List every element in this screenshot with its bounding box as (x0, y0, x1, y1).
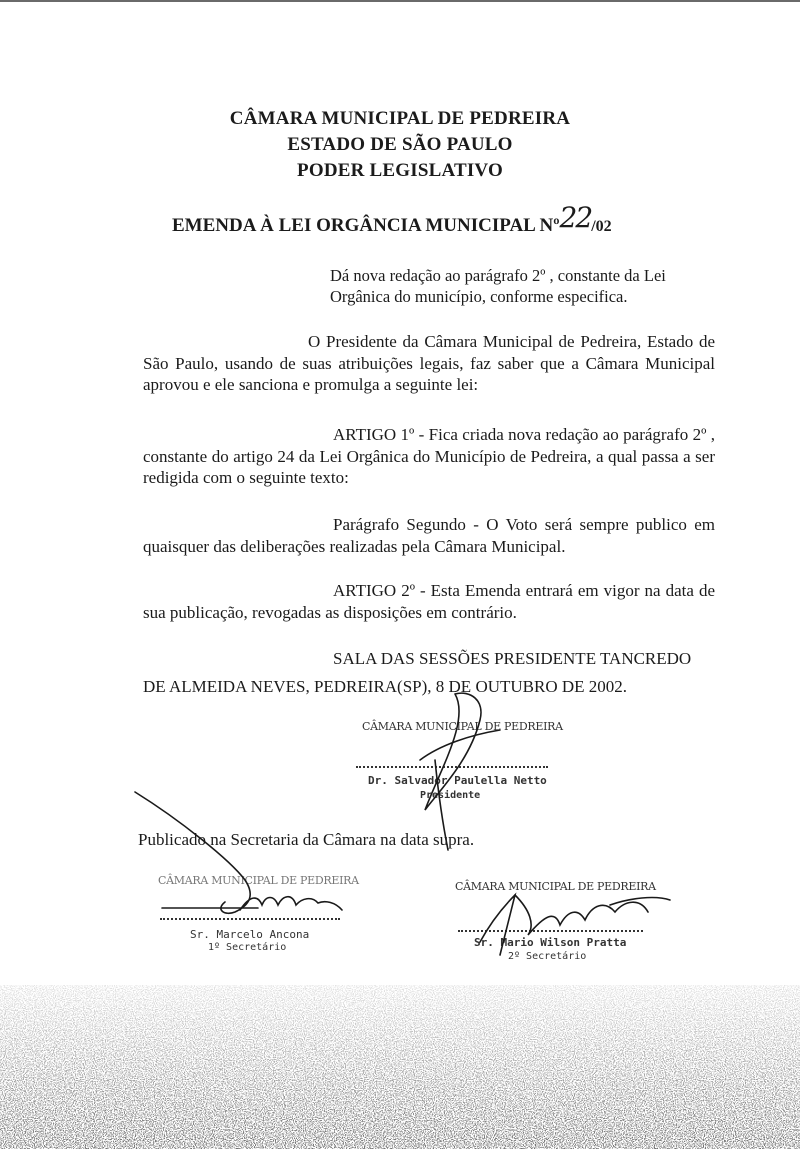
sala-line-1: SALA DAS SESSÕES PRESIDENTE TANCREDO (333, 649, 692, 668)
second-secretary-signature-word (515, 895, 648, 935)
second-secretary-flourish (610, 898, 670, 905)
president-stamp: CÂMARA MUNICIPAL DE PEDREIRA (362, 720, 563, 733)
president-role: Presidente (420, 790, 481, 801)
second-secretary-name: Sr. Mario Wilson Pratta (474, 936, 627, 949)
president-name: Dr. Salvador Paulella Netto (368, 774, 547, 787)
header-chamber: CÂMARA MUNICIPAL DE PEDREIRA (229, 108, 571, 129)
law-year: /02 (591, 218, 612, 235)
law-number-handwritten: 22 (559, 201, 592, 234)
scan-noise-texture (0, 985, 800, 1149)
paragrafo-segundo-text: Parágrafo Segundo - O Voto será sempre publico em quaisquer das deliberações realizadas pela Câmara Municipal. (143, 515, 715, 556)
artigo-1-paragraph (143, 424, 715, 489)
first-secretary-signature-loop (135, 792, 250, 913)
ementa (330, 265, 690, 307)
ementa-line-1: Dá nova redação ao parágrafo 2º , constante da Lei (330, 266, 666, 285)
first-secretary-signature-word (240, 897, 342, 910)
publication-note: Publicado na Secretaria da Câmara na data supra. (138, 830, 475, 849)
header-power: PODER LEGISLATIVO (297, 160, 503, 181)
first-secretary-role: 1º Secretário (208, 942, 287, 953)
header-state: ESTADO DE SÃO PAULO (287, 134, 513, 155)
artigo-1-text: ARTIGO 1º - Fica criada nova redação ao parágrafo 2º , constante do artigo 24 da Lei Orgânica do Município de Pedreira, a qual passa a ser redigida com o seguinte texto: (143, 425, 715, 487)
first-secretary-stamp: CÂMARA MUNICIPAL DE PEDREIRA (158, 874, 359, 887)
second-secretary-signature-line (458, 930, 643, 932)
first-secretary-name: Sr. Marcelo Ancona (190, 928, 310, 941)
preamble-paragraph (143, 331, 715, 396)
ementa-line-2: Orgânica do município, conforme especifica. (330, 287, 628, 306)
paragrafo-segundo (143, 514, 715, 557)
president-signature-flourish (420, 730, 500, 760)
preamble-text: O Presidente da Câmara Municipal de Pedreira, Estado de São Paulo, usando de suas atribuições legais, faz saber que a Câmara Municipal aprovou e ele sanciona e promulga a seguinte lei: (143, 332, 715, 394)
second-secretary-role: 2º Secretário (508, 951, 587, 962)
artigo-2-paragraph (143, 580, 715, 623)
president-signature-line (356, 766, 548, 768)
law-title (172, 201, 612, 238)
law-title-prefix: EMENDA À LEI ORGÂNCIA MUNICIPAL Nº (172, 215, 560, 236)
first-secretary-signature-line (160, 918, 340, 920)
sala-line-2: DE ALMEIDA NEVES, PEDREIRA(SP), 8 DE OUTUBRO DE 2002. (143, 677, 628, 696)
second-secretary-stamp: CÂMARA MUNICIPAL DE PEDREIRA (455, 880, 656, 893)
artigo-2-text: ARTIGO 2º - Esta Emenda entrará em vigor na data de sua publicação, revogadas as disposições em contrário. (143, 581, 715, 622)
scan-top-border (0, 0, 800, 2)
